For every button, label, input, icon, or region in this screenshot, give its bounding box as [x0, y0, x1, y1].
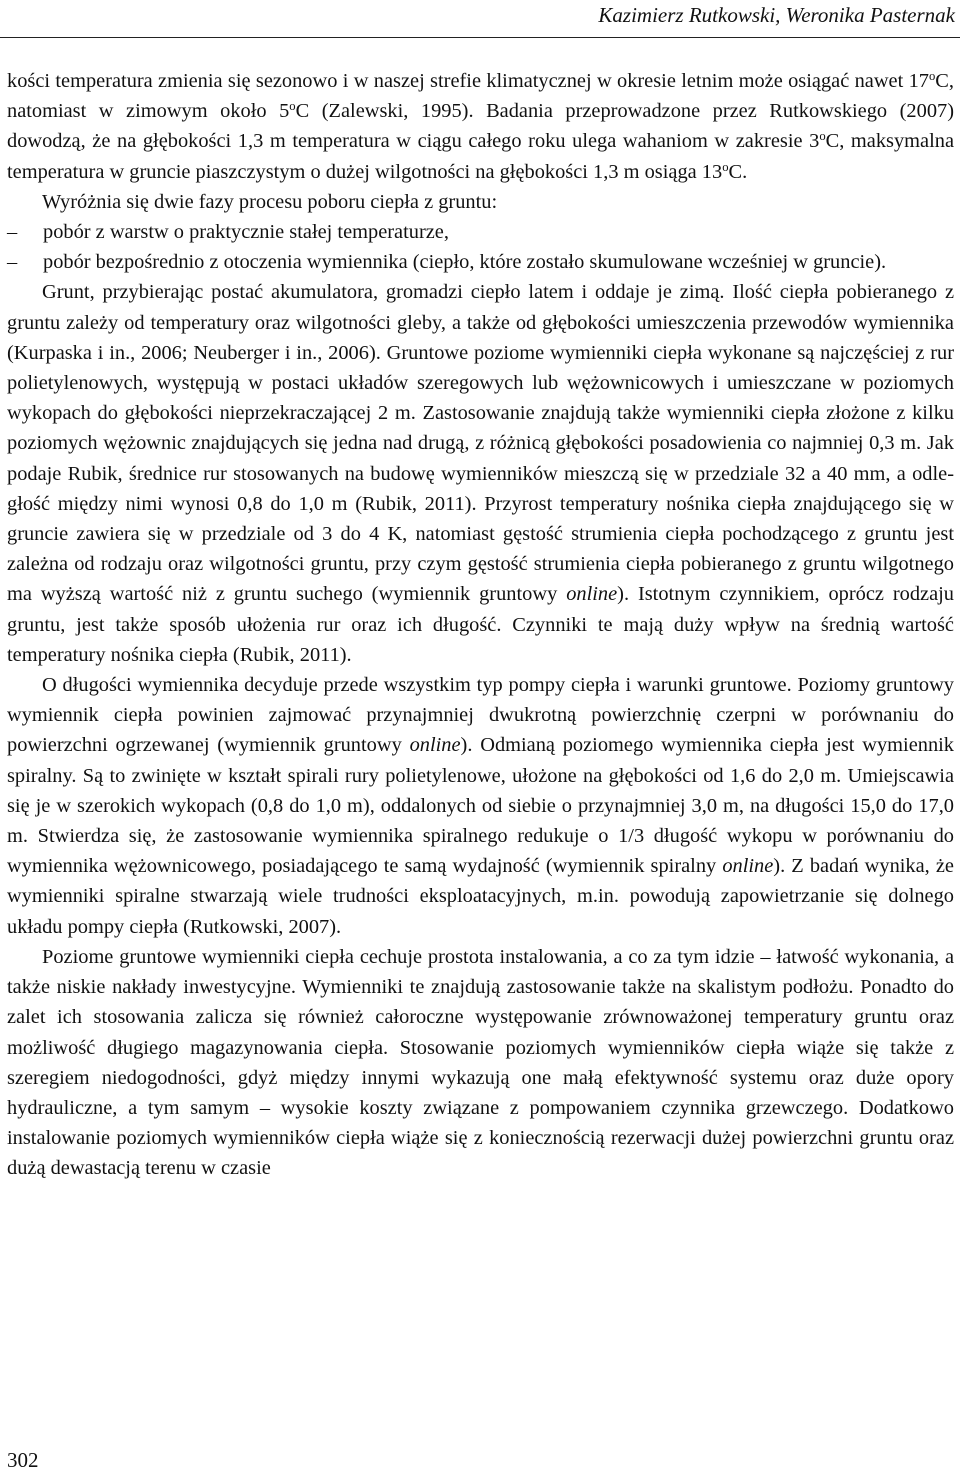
online-term: online: [722, 855, 774, 878]
paragraph-1: [7, 66, 954, 187]
paragraph-2: Wyróżnia się dwie fazy procesu poboru ciepła z gruntu:: [42, 190, 498, 213]
header-authors: Kazimierz Rutkowski, Weronika Pasternak: [598, 3, 955, 27]
paragraph-4: [7, 670, 954, 942]
paragraph-1-part-e: C.: [728, 160, 748, 183]
paragraph-1-part-d: C, maksymalna temperatura w gruncie piaszczystym o dużej wilgotności na głębokości 1,3 m osiąga 13: [7, 130, 954, 183]
paragraph-3-part-a: Grunt, przybierając postać akumulatora, gromadzi ciepło latem i oddaje je zimą. Ilość ciepła pobieranego z gruntu zależy od temperatury oraz wilgotności gleby, a także od głębokości umieszczenia przewodów wymiennika (Kurpaska i in., 2006; Neuberger i in., 2006). Gruntowe poziome wymienniki ciepła wykonane są najczęściej z rur polietylenowych, występują w postaci układów szeregowych lub wężownicowych i umieszczane w poziomych wykopach do głębokości nieprzekraczającej 2 m. Zastosowanie znajdują także wymienniki ciepła złożone z kilku poziomych wężownic znajdujących się jedna nad drugą, z różnicą głębokości posadowienia co najmniej 0,3 m. Jak podaje Rubik, średnice rur stosowanych na budowę wymienników mieszczą się w przedziale 32 a 40 mm, a odległość między nimi wynosi 0,8 do 1,0 m (Rubik, 2011). Przyrost temperatury nośnika ciepła znajdującego się w gruncie zawiera się w przedziale od 3 do 4 K, natomiast gęstość strumienia ciepła pochodzącego z gruntu jest zależna od rodzaju oraz wilgotności gruntu, przy czym gęstość strumienia ciepła pobieranego z gruntu wilgotnego ma wyższą wartość niż z gruntu suchego (wymiennik gruntowy: [7, 281, 954, 606]
list-item-1-text: pobór z warstw o praktycznie stałej temperaturze,: [43, 221, 449, 244]
degree-superscript: o: [722, 159, 729, 174]
list-item-2-text: pobór bezpośrednio z otoczenia wymiennika (ciepło, które zostało skumulowane wcześniej w gruncie).: [43, 251, 887, 274]
paragraph-1-part-c: C (Zalewski, 1995). Badania przeprowadzone przez Rutkowskiego (2007) dowodzą, że na głębokości 1,3 m temperatura w ciągu całego roku ulega wahaniom w zakresie 3: [7, 100, 955, 153]
degree-superscript: o: [289, 99, 296, 114]
degree-superscript: o: [928, 69, 936, 84]
paragraph-4-part-a: O długości wymiennika decyduje przede wszystkim typ pompy ciepła i warunki gruntowe. Poziomy gruntowy wymiennik ciepła powinien zajmować przynajmniej dwukrotną powierzchnię czerpni w porównaniu do powierzchni ogrzewanej (wymiennik gruntowy: [7, 674, 954, 757]
list-item-2: [7, 247, 954, 277]
online-term: online: [566, 583, 618, 606]
list-dash: –: [7, 221, 18, 244]
paragraph-3-part-b: ). Istotnym czynnikiem, oprócz rodzaju gruntu, jest także sposób ułożenia rur oraz ich długość. Czynniki te mają duży wpływ na średnią wartość temperatury nośnika ciepła (Rubik, 2011).: [7, 583, 955, 666]
online-term: online: [409, 734, 461, 757]
paragraph-1-part-a: kości temperatura zmienia się sezonowo i w naszej strefie klimatycznej w okresie letnim może osiągać nawet 17: [7, 70, 929, 92]
list-item-1: [7, 217, 954, 247]
degree-superscript: o: [819, 129, 826, 144]
paragraph-1-part-b: C, natomiast w zimowym około 5: [7, 70, 954, 123]
paragraph-5: Poziome gruntowe wymienniki ciepła cechuje prostota instalowania, a co za tym idzie – łatwość wykonania, a także niskie nakłady inwestycyjne. Wymienniki te znajdują zastosowanie także na skalistym podłożu. Ponadto do zalet ich stosowania zalicza się również całoroczne występowanie zrównoważonej temperatury gruntu oraz możliwość długiego magazynowania ciepła. Stosowanie poziomych wymienników ciepła wiąże się także z szeregiem niedogodności, gdyż między innymi wykazują one małą efektywność systemu oraz duże opory hydrauliczne, a tym samym – wysokie koszty związane z pompowaniem czynnika grzewczego. Dodatkowo instalowanie poziomych wymienników ciepła wiąże się z koniecznością rezerwacji dużej powierzchni gruntu oraz dużą dewastacją terenu w czasie: [7, 945, 954, 1180]
page-number: 302: [7, 1448, 39, 1472]
list-dash: –: [7, 251, 18, 274]
paragraph-4-part-c: ). Z badań wynika, że wymienniki spiralne stwarzają wiele trudności eksploatacyjnych, m.in. powodują zapowietrzanie się dolnego układu pompy ciepła (Rutkowski, 2007).: [7, 855, 954, 938]
paragraph-4-part-b: ). Odmianą poziomego wymiennika ciepła jest wymiennik spiralny. Są to zwinięte w kształt spirali rury polietylenowe, ułożone na głębokości od 1,6 do 2,0 m. Umiejscawia się je w szerokich wykopach (0,8 do 1,0 m), oddalonych od siebie o przynajmniej 3,0 m, na długości 15,0 do 17,0 m. Stwierdza się, że zastosowanie wymiennika spiralnego redukuje o 1/3 długość wykopu w porównaniu do wymiennika wężownicowego, posiadającego te samą wydajność (wymiennik spiralny: [7, 734, 955, 878]
running-header: [0, 0, 960, 38]
paragraph-3: [7, 277, 954, 670]
body-text: [7, 66, 954, 1184]
